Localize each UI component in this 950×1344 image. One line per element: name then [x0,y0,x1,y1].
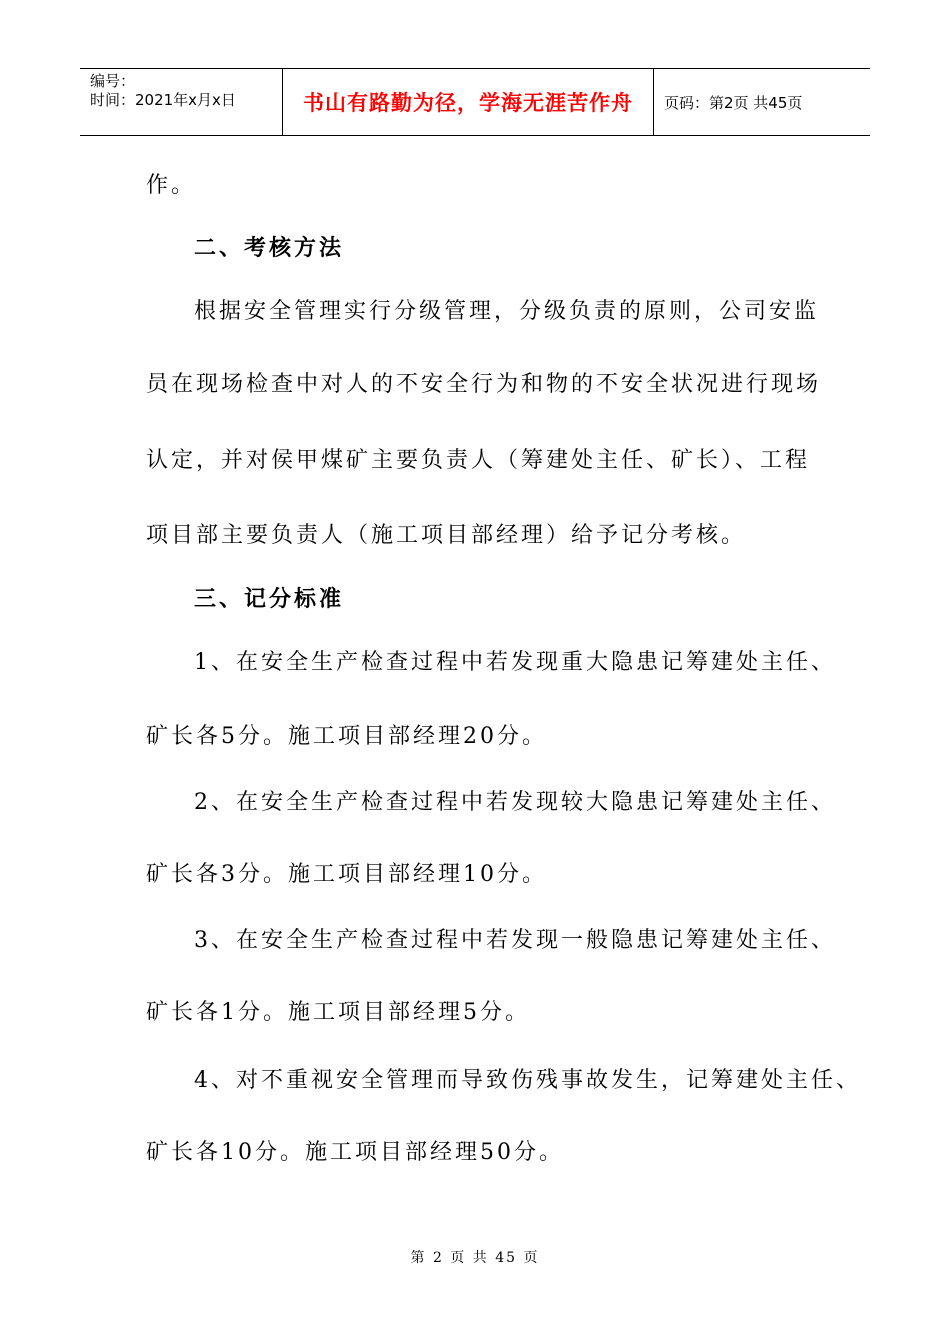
body-line: 员在现场检查中对人的不安全行为和物的不安全状况进行现场 [146,372,822,397]
list-item-continuation: 矿长各1分。施工项目部经理5分。 [146,1000,530,1025]
header-page-info: 页码：第2页 共45页 [664,93,803,112]
list-item: 1、在安全生产检查过程中若发现重大隐患记筹建处主任、 [194,650,836,675]
list-item: 4、对不重视安全管理而导致伤残事故发生，记筹建处主任、 [194,1068,861,1093]
list-item: 2、在安全生产检查过程中若发现较大隐患记筹建处主任、 [194,790,836,815]
list-item-continuation: 矿长各5分。施工项目部经理20分。 [146,724,547,749]
list-item-continuation: 矿长各10分。施工项目部经理50分。 [146,1140,564,1165]
body-line: 根据安全管理实行分级管理，分级负责的原则，公司安监 [194,299,820,324]
document-date: 时间：2021年x月x日 [90,91,236,109]
section-heading-standard: 三、记分标准 [194,587,345,612]
body-line: 项目部主要负责人（施工项目部经理）给予记分考核。 [146,523,747,548]
page-footer: 第 2 页 共 45 页 [410,1250,540,1266]
header-motto: 书山有路勤为径，学海无涯苦作舟 [282,69,654,135]
body-line: 认定，并对侯甲煤矿主要负责人（筹建处主任、矿长）、工程 [146,448,811,473]
header-meta [80,69,282,135]
page-header [80,68,870,136]
body-line: 作。 [146,173,197,198]
document-number-label: 编号： [90,72,136,90]
list-item: 3、在安全生产检查过程中若发现一般隐患记筹建处主任、 [194,928,836,953]
section-heading-method: 二、考核方法 [194,236,345,261]
list-item-continuation: 矿长各3分。施工项目部经理10分。 [146,862,547,887]
